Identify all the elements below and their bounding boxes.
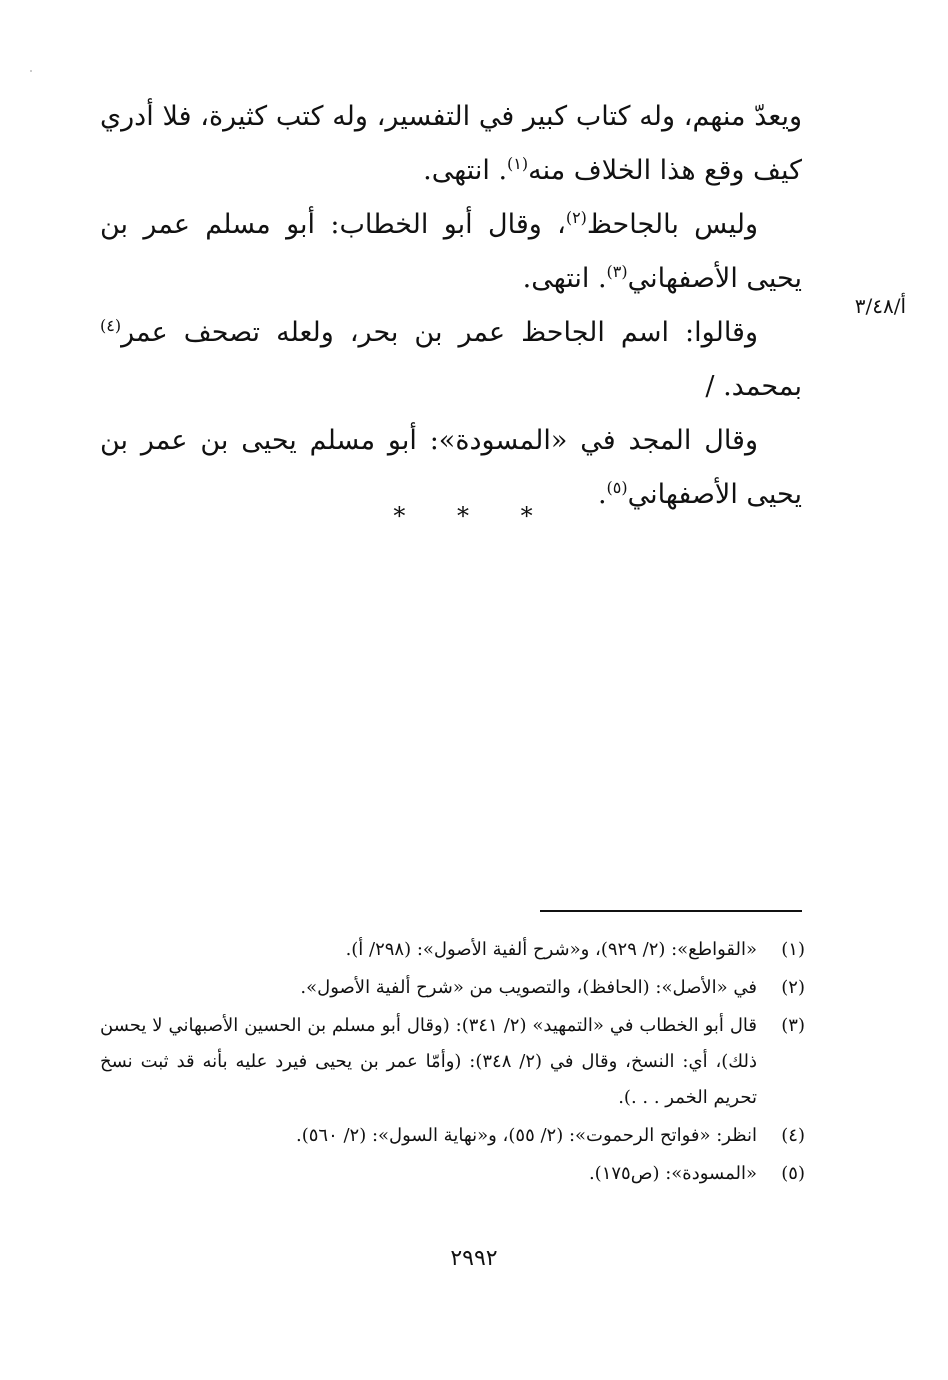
paragraph-1-tail: . انتهى. xyxy=(423,155,508,186)
footnote-text: «القواطع»: (٢/ ٩٢٩)، و«شرح ألفية الأصول»: (٢٩٨/ أ). xyxy=(345,939,757,960)
paragraph-4-text: وقال المجد في «المسودة»: أبو مسلم يحيى بن عمر بن يحيى الأصفهاني xyxy=(100,425,802,510)
paragraph-4-tail: . xyxy=(597,479,607,510)
footnote-number: (٤) xyxy=(781,1125,805,1146)
paragraph-3 xyxy=(100,306,802,414)
footnote-ref-1[interactable]: (١) xyxy=(507,154,529,173)
footnote-ref-3[interactable]: (٣) xyxy=(606,262,628,281)
footnote-item xyxy=(100,1118,805,1154)
footnotes xyxy=(100,932,805,1194)
footnote-ref-5[interactable]: (٥) xyxy=(606,478,628,497)
paragraph-3-tail: بمحمد. / xyxy=(705,371,802,402)
paragraph-2-tail: . انتهى. xyxy=(522,263,607,294)
paragraph-1 xyxy=(100,90,802,198)
scan-speck xyxy=(30,70,32,72)
page-number: ٢٩٩٢ xyxy=(450,1246,498,1271)
footnote-text: «المسودة»: (ص١٧٥). xyxy=(588,1163,757,1184)
main-text xyxy=(100,90,802,522)
footnote-number: (٣) xyxy=(781,1015,805,1036)
section-divider-asterisks: * * * xyxy=(393,502,555,530)
footnote-item xyxy=(100,932,805,968)
footnote-number: (٢) xyxy=(781,977,805,998)
footnote-item xyxy=(100,1008,805,1116)
footnote-number: (١) xyxy=(781,939,805,960)
footnote-text: انظر: «فواتح الرحموت»: (٢/ ٥٥)، و«نهاية السول»: (٢/ ٥٦٠). xyxy=(295,1125,757,1146)
paragraph-1-text: ويعدّ منهم، وله كتاب كبير في التفسير، وله كتب كثيرة، فلا أدري كيف وقع هذا الخلاف منه xyxy=(100,101,802,186)
manuscript-folio-marker: أ/٣/٤٨ xyxy=(854,294,906,318)
footnote-item xyxy=(100,970,805,1006)
footnote-text: قال أبو الخطاب في «التمهيد» (٢/ ٣٤١): (وقال أبو مسلم بن الحسين الأصبهاني لا يحسن ذلك)، أي: النسخ، وقال في (٢/ ٣٤٨): (وأمّا عمر بن يحيى فيرد عليه بأنه قد ثبت نسخ تحريم الخمر . . .). xyxy=(100,1015,757,1108)
paragraph-2-middle: ، وقال أبو الخطاب: أبو مسلم عمر بن يحيى الأصفهاني xyxy=(100,209,802,294)
paragraph-3-text: وقالوا: اسم الجاحظ عمر بن بحر، ولعله تصحف عمر xyxy=(121,317,758,348)
footnote-number: (٥) xyxy=(781,1163,805,1184)
footnote-ref-2[interactable]: (٢) xyxy=(565,208,587,227)
footnote-text: في «الأصل»: (الحافظ)، والتصويب من «شرح ألفية الأصول». xyxy=(300,977,757,998)
paragraph-2 xyxy=(100,198,802,306)
footnote-ref-4[interactable]: (٤) xyxy=(100,316,122,335)
footnote-separator xyxy=(540,910,802,912)
paragraph-2-text: وليس بالجاحظ xyxy=(586,209,758,240)
footnote-item xyxy=(100,1156,805,1192)
